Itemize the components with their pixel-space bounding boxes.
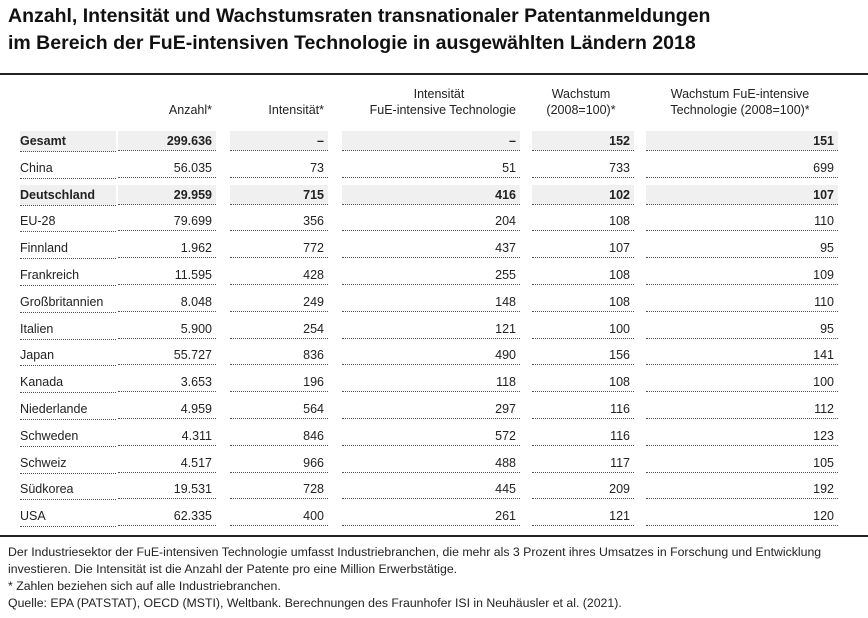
title-line-2: im Bereich der FuE-intensiven Technologie in ausgewählten Ländern 2018 bbox=[8, 32, 696, 54]
cell-wachstum: 116 bbox=[532, 426, 634, 446]
cell-intensitaet-fue: 261 bbox=[342, 506, 520, 526]
cell-anzahl: 3.653 bbox=[118, 372, 216, 392]
definition-note: Der Industriesektor der FuE-intensiven Technologie umfasst Industriebranchen, die mehr als 3 Prozent ihres Umsatzes in Forschung und Entwicklung investieren. Die Intensität ist die Anzahl der Patente pro eine Million Erwerbstätige. bbox=[8, 545, 822, 576]
cell-intensitaet-fue: 490 bbox=[342, 345, 520, 365]
cell-anzahl: 5.900 bbox=[118, 319, 216, 339]
table-row bbox=[0, 342, 868, 369]
cell-wachstum-fue: 192 bbox=[646, 479, 838, 499]
cell-intensitaet: 356 bbox=[230, 211, 328, 231]
cell-anzahl: 79.699 bbox=[118, 211, 216, 231]
cell-intensitaet-fue: 437 bbox=[342, 238, 520, 258]
header-intensitaet: Intensität* bbox=[268, 103, 324, 117]
cell-wachstum: 108 bbox=[532, 265, 634, 285]
cell-intensitaet: 73 bbox=[230, 158, 328, 178]
cell-wachstum: 733 bbox=[532, 158, 634, 178]
row-label: Finnland bbox=[20, 238, 116, 259]
cell-anzahl: 56.035 bbox=[118, 158, 216, 178]
row-label: Schweden bbox=[20, 426, 116, 447]
cell-wachstum: 116 bbox=[532, 399, 634, 419]
cell-intensitaet: 400 bbox=[230, 506, 328, 526]
header-wachstum-line2: (2008=100)* bbox=[546, 103, 616, 117]
cell-wachstum-fue: 151 bbox=[646, 131, 838, 151]
table-row bbox=[0, 262, 868, 289]
table-row bbox=[0, 316, 868, 343]
cell-wachstum: 100 bbox=[532, 319, 634, 339]
cell-intensitaet: – bbox=[230, 131, 328, 151]
cell-wachstum-fue: 141 bbox=[646, 345, 838, 365]
cell-wachstum-fue: 120 bbox=[646, 506, 838, 526]
cell-wachstum: 152 bbox=[532, 131, 634, 151]
cell-intensitaet: 249 bbox=[230, 292, 328, 312]
row-label: Gesamt bbox=[20, 131, 116, 152]
table-row bbox=[0, 155, 868, 182]
table-row bbox=[0, 128, 868, 155]
row-label: Italien bbox=[20, 319, 116, 340]
row-label: Kanada bbox=[20, 372, 116, 393]
cell-intensitaet: 715 bbox=[230, 185, 328, 205]
cell-anzahl: 55.727 bbox=[118, 345, 216, 365]
cell-wachstum: 156 bbox=[532, 345, 634, 365]
table-header bbox=[0, 76, 868, 128]
header-wachstum-line1: Wachstum bbox=[551, 87, 611, 101]
cell-intensitaet-fue: 416 bbox=[342, 185, 520, 205]
cell-intensitaet-fue: 445 bbox=[342, 479, 520, 499]
cell-wachstum: 117 bbox=[532, 453, 634, 473]
cell-intensitaet: 254 bbox=[230, 319, 328, 339]
table-row bbox=[0, 208, 868, 235]
cell-intensitaet-fue: 121 bbox=[342, 319, 520, 339]
cell-wachstum: 108 bbox=[532, 292, 634, 312]
table-row bbox=[0, 503, 868, 530]
cell-wachstum: 209 bbox=[532, 479, 634, 499]
cell-wachstum-fue: 110 bbox=[646, 211, 838, 231]
cell-intensitaet: 564 bbox=[230, 399, 328, 419]
header-wachstum-fue bbox=[646, 86, 834, 118]
cell-intensitaet: 836 bbox=[230, 345, 328, 365]
table-body bbox=[0, 128, 868, 530]
cell-intensitaet-fue: 297 bbox=[342, 399, 520, 419]
cell-wachstum-fue: 107 bbox=[646, 185, 838, 205]
cell-anzahl: 4.959 bbox=[118, 399, 216, 419]
row-label: EU-28 bbox=[20, 211, 116, 232]
cell-wachstum: 121 bbox=[532, 506, 634, 526]
table-row bbox=[0, 369, 868, 396]
cell-anzahl: 19.531 bbox=[118, 479, 216, 499]
cell-wachstum-fue: 105 bbox=[646, 453, 838, 473]
cell-wachstum: 107 bbox=[532, 238, 634, 258]
cell-wachstum: 108 bbox=[532, 372, 634, 392]
patent-table bbox=[0, 76, 868, 530]
table-row bbox=[0, 396, 868, 423]
row-label: Niederlande bbox=[20, 399, 116, 420]
cell-wachstum-fue: 112 bbox=[646, 399, 838, 419]
footnote: * Zahlen beziehen sich auf alle Industriebranchen. bbox=[8, 579, 281, 593]
row-label: Deutschland bbox=[20, 185, 116, 206]
cell-intensitaet-fue: – bbox=[342, 131, 520, 151]
cell-wachstum: 102 bbox=[532, 185, 634, 205]
table-row bbox=[0, 450, 868, 477]
table-row bbox=[0, 476, 868, 503]
cell-wachstum-fue: 109 bbox=[646, 265, 838, 285]
cell-anzahl: 62.335 bbox=[118, 506, 216, 526]
row-label: USA bbox=[20, 506, 116, 527]
cell-intensitaet-fue: 255 bbox=[342, 265, 520, 285]
bottom-rule bbox=[0, 535, 868, 537]
top-rule bbox=[0, 73, 868, 75]
page-title bbox=[8, 3, 858, 57]
cell-wachstum-fue: 100 bbox=[646, 372, 838, 392]
cell-wachstum-fue: 699 bbox=[646, 158, 838, 178]
header-anzahl: Anzahl* bbox=[168, 103, 212, 117]
header-intensitaet-fue-line2: FuE-intensive Technologie bbox=[369, 103, 516, 117]
cell-anzahl: 8.048 bbox=[118, 292, 216, 312]
table-row bbox=[0, 235, 868, 262]
header-wachstum-fue-line1: Wachstum FuE-intensive bbox=[670, 87, 810, 101]
cell-anzahl: 11.595 bbox=[118, 265, 216, 285]
cell-anzahl: 1.962 bbox=[118, 238, 216, 258]
cell-intensitaet-fue: 51 bbox=[342, 158, 520, 178]
row-label: Südkorea bbox=[20, 479, 116, 500]
cell-anzahl: 4.311 bbox=[118, 426, 216, 446]
table-row bbox=[0, 289, 868, 316]
header-wachstum bbox=[532, 86, 630, 118]
cell-intensitaet-fue: 488 bbox=[342, 453, 520, 473]
cell-intensitaet: 728 bbox=[230, 479, 328, 499]
table-row bbox=[0, 182, 868, 209]
cell-wachstum-fue: 95 bbox=[646, 319, 838, 339]
cell-anzahl: 29.959 bbox=[118, 185, 216, 205]
cell-wachstum: 108 bbox=[532, 211, 634, 231]
cell-intensitaet: 196 bbox=[230, 372, 328, 392]
cell-intensitaet-fue: 148 bbox=[342, 292, 520, 312]
row-label: Großbritannien bbox=[20, 292, 116, 313]
cell-intensitaet-fue: 204 bbox=[342, 211, 520, 231]
cell-intensitaet: 846 bbox=[230, 426, 328, 446]
cell-wachstum-fue: 110 bbox=[646, 292, 838, 312]
row-label: Japan bbox=[20, 345, 116, 366]
row-label: Frankreich bbox=[20, 265, 116, 286]
cell-intensitaet: 772 bbox=[230, 238, 328, 258]
header-intensitaet-fue-line1: Intensität bbox=[413, 87, 465, 101]
cell-wachstum-fue: 95 bbox=[646, 238, 838, 258]
title-line-1: Anzahl, Intensität und Wachstumsraten transnationaler Patentanmeldungen bbox=[8, 5, 711, 27]
cell-intensitaet-fue: 118 bbox=[342, 372, 520, 392]
row-label: Schweiz bbox=[20, 453, 116, 474]
notes bbox=[8, 544, 858, 612]
cell-intensitaet: 428 bbox=[230, 265, 328, 285]
cell-anzahl: 4.517 bbox=[118, 453, 216, 473]
cell-intensitaet: 966 bbox=[230, 453, 328, 473]
table-row bbox=[0, 423, 868, 450]
cell-intensitaet-fue: 572 bbox=[342, 426, 520, 446]
cell-anzahl: 299.636 bbox=[118, 131, 216, 151]
source-note: Quelle: EPA (PATSTAT), OECD (MSTI), Weltbank. Berechnungen des Fraunhofer ISI in Neuhäusler et al. (2021). bbox=[8, 596, 622, 610]
row-label: China bbox=[20, 158, 116, 179]
cell-wachstum-fue: 123 bbox=[646, 426, 838, 446]
header-intensitaet-fue bbox=[342, 86, 516, 118]
header-wachstum-fue-line2: Technologie (2008=100)* bbox=[670, 103, 810, 117]
